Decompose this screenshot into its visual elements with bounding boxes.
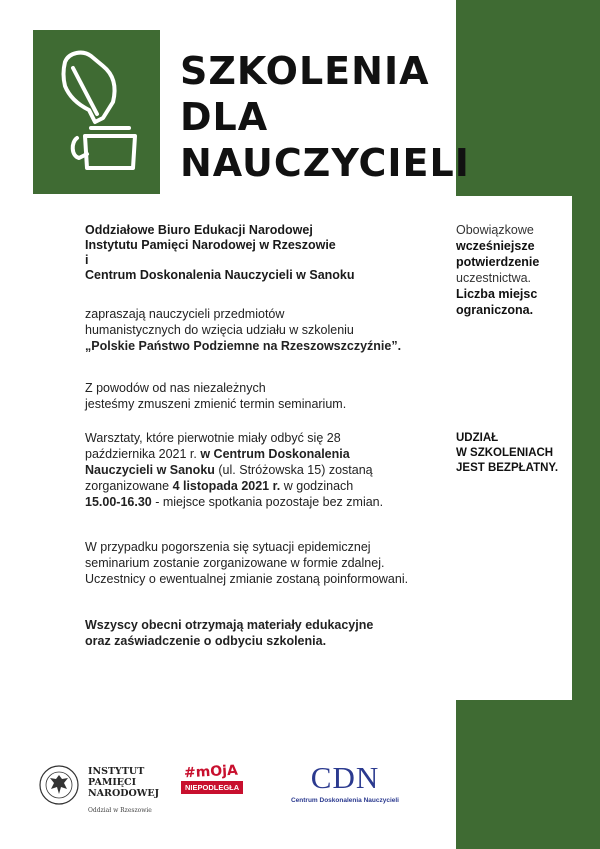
- inkwell-quill-icon: [33, 30, 160, 194]
- workshop-address: (ul. Stróżowska 15) zostaną: [214, 463, 373, 477]
- note-line: potwierdzenie: [456, 255, 540, 269]
- note-line: Liczba miejsc: [456, 287, 538, 301]
- free-participation-note: [456, 431, 572, 476]
- certificate-line: Wszyscy obecni otrzymają materiały edukacyjne: [85, 618, 374, 632]
- organizer-line: i: [85, 253, 89, 267]
- workshop-line: [85, 462, 383, 478]
- title-line: DLA: [180, 95, 269, 139]
- cdn-name: Centrum Doskonalenia Nauczycieli: [290, 797, 399, 804]
- workshop-line: [85, 446, 383, 462]
- workshop-line: [85, 494, 383, 510]
- moja-niepodlegla-logo: [181, 764, 257, 796]
- certificate-line: oraz zaświadczenie o odbyciu szkolenia.: [85, 634, 327, 648]
- eagle-emblem-icon: [38, 764, 80, 806]
- workshop-paragraph: [85, 430, 383, 510]
- organizers: [85, 223, 355, 283]
- ipn-line: PAMIĘCI: [88, 777, 137, 788]
- workshop-text: w godzinach: [280, 479, 354, 493]
- ipn-line: INSTYTUT: [88, 766, 145, 777]
- invite-line: zapraszają nauczycieli przedmiotów: [85, 307, 285, 321]
- workshop-venue: w Centrum Doskonalenia: [200, 447, 350, 461]
- moja-tag: NIEPODLEGŁA: [181, 781, 243, 794]
- change-line: jesteśmy zmuszeni zmienić termin seminarium.: [85, 397, 347, 411]
- invitation-paragraph: [85, 306, 401, 354]
- workshop-line: [85, 478, 383, 494]
- moja-hashtag: #mOjA: [183, 762, 239, 782]
- free-line: UDZIAŁ: [456, 432, 499, 444]
- note-line: uczestnictwa.: [456, 271, 532, 285]
- inkwell-logo-box: [33, 30, 160, 194]
- free-line: W SZKOLENIACH: [456, 447, 554, 459]
- invite-line: humanistycznych do wzięcia udziału w szkoleniu: [85, 323, 354, 337]
- pandemic-line: Uczestnicy o ewentualnej zmianie zostaną poinformowani.: [85, 572, 409, 586]
- pandemic-line: W przypadku pogorszenia się sytuacji epidemicznej: [85, 540, 371, 554]
- certificate-paragraph: [85, 617, 373, 649]
- title-line: NAUCZYCIELI: [180, 141, 470, 185]
- organizer-line: Centrum Doskonalenia Nauczycieli w Sanoku: [85, 268, 355, 282]
- ipn-branch: Oddział w Rzeszowie: [88, 807, 152, 814]
- workshop-venue: Nauczycieli w Sanoku: [85, 463, 215, 477]
- green-band-bottom-right: [456, 700, 600, 849]
- note-line: wcześniejsze: [456, 239, 535, 253]
- ipn-logo-text: [88, 766, 159, 799]
- title-line: SZKOLENIA: [180, 49, 430, 93]
- workshop-text: - miejsce spotkania pozostaje bez zmian.: [151, 495, 384, 509]
- workshop-date: 4 listopada 2021 r.: [172, 479, 281, 493]
- workshop-text: zorganizowane: [85, 479, 173, 493]
- organizer-line: Instytutu Pamięci Narodowej w Rzeszowie: [85, 238, 336, 252]
- cdn-logo: [270, 762, 420, 804]
- workshop-line: Warsztaty, które pierwotnie miały odbyć się 28: [85, 431, 341, 445]
- note-line: ograniczona.: [456, 303, 534, 317]
- ipn-line: NARODOWEJ: [88, 788, 160, 799]
- partner-logos: [38, 760, 448, 820]
- training-title: „Polskie Państwo Podziemne na Rzeszowszczyźnie”.: [85, 339, 402, 353]
- workshop-hours: 15.00-16.30: [85, 495, 152, 509]
- registration-note: [456, 222, 572, 318]
- date-change-paragraph: [85, 380, 346, 412]
- green-band-right-edge: [572, 196, 600, 700]
- pandemic-paragraph: [85, 539, 408, 587]
- page-title: [180, 48, 470, 186]
- change-line: Z powodów od nas niezależnych: [85, 381, 266, 395]
- free-line: JEST BEZPŁATNY.: [456, 462, 559, 474]
- cdn-letters: CDN: [310, 760, 380, 795]
- workshop-text: października 2021 r.: [85, 447, 201, 461]
- organizer-line: Oddziałowe Biuro Edukacji Narodowej: [85, 223, 313, 237]
- green-band-top-right: [456, 0, 600, 196]
- note-line: Obowiązkowe: [456, 223, 534, 237]
- pandemic-line: seminarium zostanie zorganizowane w formie zdalnej.: [85, 556, 385, 570]
